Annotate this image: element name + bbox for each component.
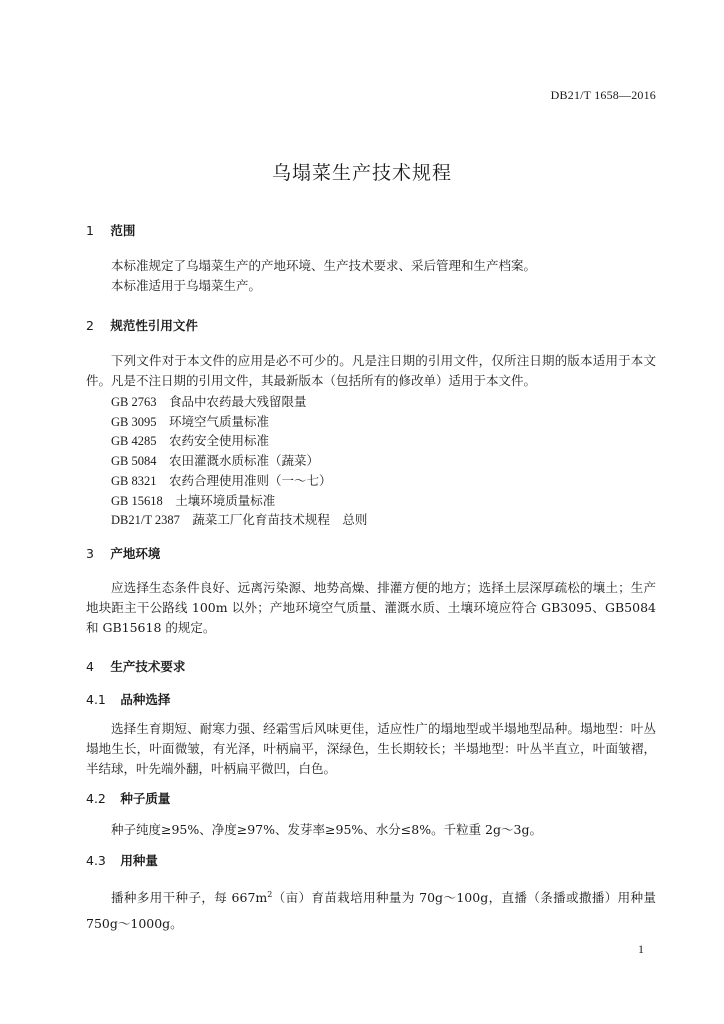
reference-title: 食品中农药最大残留限量	[169, 394, 307, 409]
section-number: 2	[86, 318, 94, 333]
paragraph: 下列文件对于本文件的应用是必不可少的。凡是注日期的引用文件，仅所注日期的版本适用于本文件。凡是不注日期的引用文件，其最新版本（包括所有的修改单）适用于本文件。	[86, 353, 656, 388]
paragraph: 选择生育期短、耐寒力强、经霜雪后风味更佳，适应性广的塌地型或半塌地型品种。塌地型：叶丛塌地生长，叶面微皱，有光泽，叶柄扁平，深绿色，生长期较长；半塌地型：叶丛半直立，叶面皱褶，半结球，叶先端外翻，叶柄扁平微凹，白色。	[86, 721, 656, 776]
section-title: 种子质量	[120, 791, 171, 806]
reference-item	[111, 491, 275, 511]
reference-item	[111, 392, 307, 412]
paragraph: 本标准适用于乌塌菜生产。	[111, 278, 262, 293]
superscript: 2	[267, 890, 273, 899]
section-number: 4.1	[86, 692, 106, 707]
reference-title: 环境空气质量标准	[169, 413, 270, 429]
reference-title: 农药安全使用标准	[169, 433, 270, 449]
reference-code: DB21/T 2387	[111, 513, 180, 528]
paragraph: 本标准规定了乌塌菜生产的产地环境、生产技术要求、采后管理和生产档案。	[111, 258, 537, 273]
section-title: 规范性引用文件	[110, 318, 198, 333]
reference-title: 农田灌溉水质标准（蔬菜）	[169, 453, 320, 469]
section-1-heading	[86, 221, 135, 239]
section-4-heading	[86, 657, 185, 675]
paragraph: 应选择生态条件良好、远离污染源、地势高燥、排灌方便的地方；选择土层深厚疏松的壤土；生产地块距主干公路线 100m 以外；产地环境空气质量、灌溉水质、土壤环境应符合 GB3095、GB5084 和 GB15618 的规定。	[86, 580, 656, 635]
reference-code: GB 4285	[111, 434, 157, 449]
reference-code: GB 8321	[111, 473, 157, 488]
reference-item	[111, 510, 367, 530]
section-4-1-heading	[86, 690, 170, 708]
paragraph	[86, 882, 656, 937]
standard-code: DB21/T 1658—2016	[550, 88, 656, 102]
page-title: 乌塌菜生产技术规程	[271, 162, 452, 184]
section-number: 3	[86, 546, 94, 561]
reference-title: 农药合理使用准则（一～七）	[169, 472, 332, 488]
section-title: 产地环境	[110, 546, 161, 561]
section-4-3-heading	[86, 851, 158, 869]
reference-code: GB 2763	[111, 395, 157, 409]
reference-code: GB 15618	[111, 493, 163, 508]
reference-item	[111, 412, 269, 432]
section-3-heading	[86, 544, 160, 562]
reference-code: GB 5084	[111, 454, 157, 469]
page-number: 1	[638, 942, 644, 956]
section-title: 品种选择	[120, 692, 171, 707]
reference-title: 土壤环境质量标准	[175, 492, 276, 508]
paragraph: 种子纯度≥95%、净度≥97%、发芽率≥95%、水分≤8%。千粒重 2g～3g。	[111, 822, 542, 837]
reference-item	[111, 471, 332, 491]
section-number: 4.3	[86, 853, 106, 868]
section-number: 4	[86, 659, 94, 674]
paragraph-text: 播种多用干种子，每 667m	[111, 890, 268, 906]
section-4-2-heading	[86, 789, 170, 807]
section-2-heading	[86, 316, 198, 334]
section-title: 用种量	[120, 853, 158, 868]
section-number: 1	[86, 223, 94, 238]
section-title: 生产技术要求	[110, 659, 186, 674]
reference-title: 蔬菜工厂化育苗技术规程 总则	[192, 512, 368, 528]
reference-code: GB 3095	[111, 414, 157, 429]
paragraph-text: （亩）育苗栽培用种量为 70g～100g，直播（条播或撒播）用种量 750g～1000g。	[86, 890, 656, 932]
section-number: 4.2	[86, 791, 106, 806]
section-title: 范围	[110, 223, 136, 238]
reference-item	[111, 451, 319, 471]
reference-item	[111, 431, 269, 451]
